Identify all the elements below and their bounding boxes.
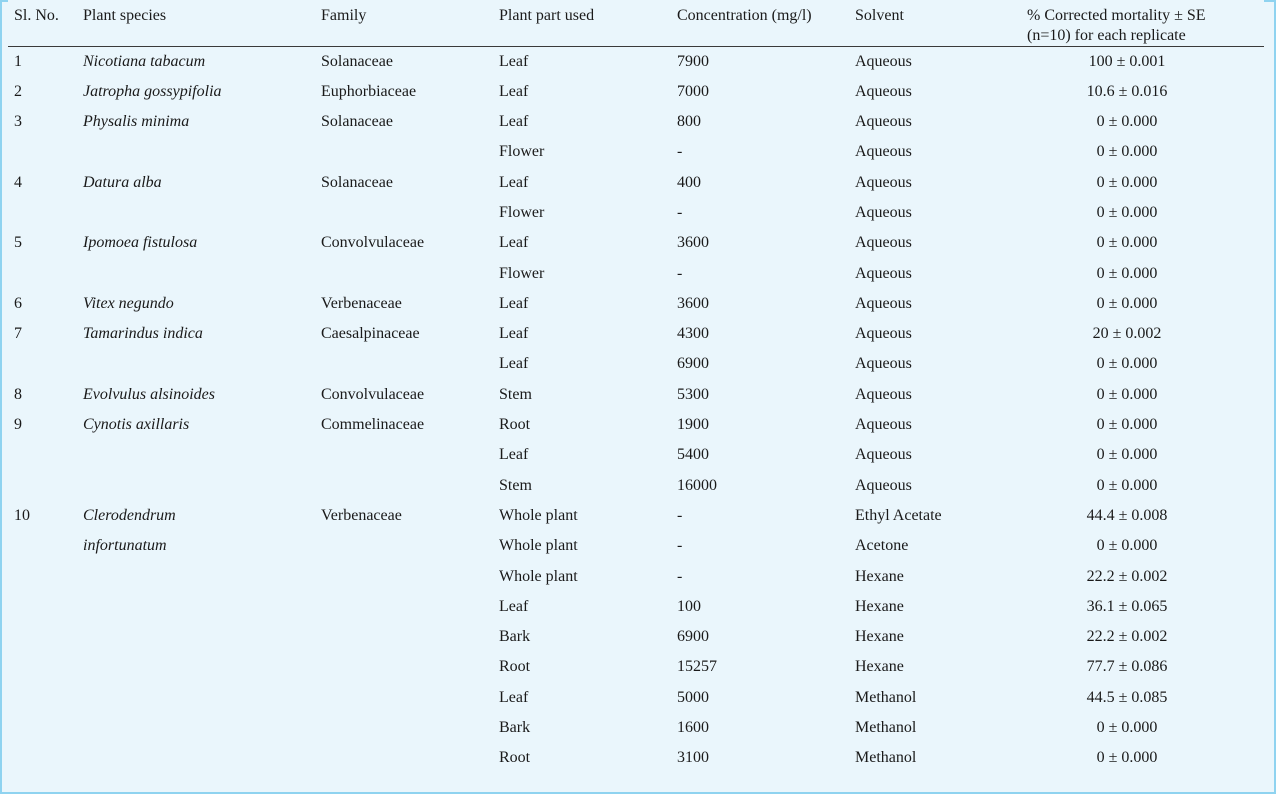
cell-family [321,440,499,470]
mortality-value: 44.4 ± 0.008 [1086,506,1168,524]
cell-concentration: 7900 [677,53,709,70]
header-mortality-line1: % Corrected mortality ± SE [1027,7,1206,24]
cell-solvent: Aqueous [855,113,912,131]
table-row [8,289,1264,319]
cell-mortality [1027,107,1264,137]
cell-concentration: 7000 [677,82,709,100]
cell-plant-part: Whole plant [499,506,578,524]
cell-sl-no: 4 [14,173,22,191]
cell-solvent: Aqueous [855,82,912,100]
cell-family [321,713,499,743]
cell-sl-no [8,531,83,561]
cell-plant-part: Leaf [499,113,529,131]
cell-sl-no [8,137,83,167]
table-row [8,743,1264,773]
table-row [8,622,1264,652]
mortality-value: 0 ± 0.000 [1096,294,1158,312]
cell-concentration: - [677,203,683,221]
mortality-value: 0 ± 0.000 [1096,749,1158,767]
cell-family [321,743,499,773]
cell-solvent: Aqueous [855,234,912,252]
mortality-value: 0 ± 0.000 [1096,416,1158,434]
cell-family: Solanaceae [321,113,393,131]
cell-plant-part: Flower [499,203,545,221]
cell-plant-part: Leaf [499,355,529,373]
cell-plant-species [83,440,321,470]
cell-family [321,198,499,228]
table-row [8,592,1264,622]
cell-mortality [1027,380,1264,410]
cell-sl-no [8,743,83,773]
cell-plant-part: Stem [499,385,532,403]
table-row [8,471,1264,501]
cell-family: Convolvulaceae [321,385,425,403]
cell-solvent: Aqueous [855,53,912,70]
cell-plant-species: Nicotiana tabacum [83,53,206,70]
cell-sl-no: 3 [14,113,22,131]
cell-plant-part: Leaf [499,688,529,706]
cell-plant-species: Datura alba [83,173,162,191]
mortality-value: 0 ± 0.000 [1096,719,1158,737]
mortality-value: 20 ± 0.002 [1092,325,1162,343]
cell-plant-species [83,198,321,228]
cell-plant-species: Ipomoea fistulosa [83,234,198,252]
cell-solvent: Aqueous [855,325,912,343]
mortality-value: 22.2 ± 0.002 [1086,628,1168,646]
cell-solvent: Methanol [855,749,917,767]
cell-plant-species [83,349,321,379]
cell-family [321,137,499,167]
cell-sl-no [8,622,83,652]
cell-sl-no [8,349,83,379]
cell-plant-part: Root [499,658,531,676]
cell-plant-species: Cynotis axillaris [83,416,190,434]
cell-concentration: 1900 [677,416,709,434]
cell-family: Euphorbiaceae [321,82,417,100]
cell-solvent: Acetone [855,537,909,555]
cell-plant-part: Leaf [499,234,529,252]
cell-plant-species: Jatropha gossypifolia [83,82,222,100]
cell-mortality [1027,562,1264,592]
cell-concentration: - [677,264,683,282]
cell-plant-part: Stem [499,476,532,494]
cell-sl-no: 6 [14,294,22,312]
cell-plant-species [83,713,321,743]
cell-sl-no [8,198,83,228]
cell-solvent: Hexane [855,628,904,646]
cell-sl-no: 7 [14,325,22,343]
table-row [8,259,1264,289]
cell-sl-no [8,259,83,289]
cell-sl-no: 2 [14,82,22,100]
cell-family [321,259,499,289]
cell-family [321,652,499,682]
cell-solvent: Aqueous [855,173,912,191]
cell-plant-species [83,259,321,289]
cell-concentration: - [677,567,683,585]
cell-solvent: Hexane [855,658,904,676]
header-mortality-line2: (n=10) for each replicate [1027,27,1186,44]
cell-plant-species: infortunatum [83,537,167,555]
mortality-value: 22.2 ± 0.002 [1086,567,1168,585]
mortality-value: 100 ± 0.001 [1088,53,1166,70]
mortality-value: 0 ± 0.000 [1096,264,1158,282]
cell-plant-species [83,137,321,167]
table-row [8,77,1264,107]
header-family: Family [321,0,499,47]
cell-concentration: 3100 [677,749,709,767]
cell-solvent: Aqueous [855,143,912,161]
table-row [8,107,1264,137]
cell-solvent: Aqueous [855,476,912,494]
cell-sl-no: 8 [14,385,22,403]
cell-plant-part: Leaf [499,294,529,312]
mortality-value: 0 ± 0.000 [1096,355,1158,373]
cell-sl-no [8,562,83,592]
cell-concentration: - [677,537,683,555]
cell-solvent: Hexane [855,567,904,585]
table-row [8,47,1264,77]
cell-plant-part: Whole plant [499,537,578,555]
cell-family [321,622,499,652]
cell-concentration: 100 [677,597,701,615]
mortality-value: 0 ± 0.000 [1096,234,1158,252]
cell-concentration: 16000 [677,476,717,494]
cell-sl-no [8,440,83,470]
cell-solvent: Methanol [855,688,917,706]
cell-mortality [1027,501,1264,531]
cell-plant-part: Leaf [499,173,529,191]
cell-plant-part: Leaf [499,325,529,343]
cell-solvent: Aqueous [855,264,912,282]
cell-plant-species: Physalis minima [83,113,190,131]
table-row [8,349,1264,379]
cell-plant-part: Root [499,749,531,767]
cell-plant-part: Bark [499,719,531,737]
cell-mortality [1027,168,1264,198]
mortality-value: 0 ± 0.000 [1096,446,1158,464]
cell-plant-species: Vitex negundo [83,294,174,312]
cell-mortality [1027,683,1264,713]
header-concentration: Concentration (mg/l) [677,0,855,47]
table-row [8,380,1264,410]
cell-mortality [1027,713,1264,743]
cell-mortality [1027,198,1264,228]
table-row [8,137,1264,167]
cell-plant-species: Tamarindus indica [83,325,203,343]
cell-solvent: Aqueous [855,385,912,403]
cell-family [321,592,499,622]
cell-mortality [1027,652,1264,682]
cell-plant-part: Leaf [499,446,529,464]
cell-plant-part: Flower [499,264,545,282]
cell-concentration: 5400 [677,446,709,464]
cell-mortality [1027,410,1264,440]
cell-sl-no [8,683,83,713]
cell-sl-no [8,713,83,743]
table-row [8,683,1264,713]
table-row [8,531,1264,561]
cell-sl-no [8,471,83,501]
cell-plant-part: Leaf [499,53,529,70]
cell-mortality [1027,440,1264,470]
cell-mortality [1027,743,1264,773]
cell-plant-part: Flower [499,143,545,161]
table-row [8,713,1264,743]
cell-concentration: 5300 [677,385,709,403]
cell-concentration: 15257 [677,658,717,676]
cell-family [321,531,499,561]
cell-family: Solanaceae [321,173,393,191]
cell-mortality [1027,349,1264,379]
cell-family [321,683,499,713]
cell-plant-species [83,592,321,622]
cell-solvent: Ethyl Acetate [855,506,942,524]
cell-family: Commelinaceae [321,416,425,434]
table-body [8,47,1264,774]
cell-plant-species [83,743,321,773]
plant-mortality-table [8,0,1264,774]
table-row [8,319,1264,349]
cell-concentration: 1600 [677,719,709,737]
cell-mortality [1027,471,1264,501]
cell-sl-no [8,652,83,682]
cell-concentration: 4300 [677,325,709,343]
cell-solvent: Aqueous [855,416,912,434]
mortality-value: 0 ± 0.000 [1096,476,1158,494]
cell-concentration: - [677,506,683,524]
mortality-value: 77.7 ± 0.086 [1086,658,1168,676]
mortality-value: 0 ± 0.000 [1096,173,1158,191]
mortality-value: 0 ± 0.000 [1096,203,1158,221]
cell-concentration: 400 [677,173,701,191]
cell-family: Verbenaceae [321,506,402,524]
cell-mortality [1027,289,1264,319]
cell-plant-species: Evolvulus alsinoides [83,385,215,403]
header-solvent: Solvent [855,0,1027,47]
cell-family: Solanaceae [321,53,393,70]
cell-family: Convolvulaceae [321,234,425,252]
cell-plant-species: Clerodendrum [83,506,176,524]
cell-concentration: 6900 [677,355,709,373]
cell-solvent: Hexane [855,597,904,615]
table-row [8,562,1264,592]
mortality-value: 36.1 ± 0.065 [1086,597,1168,615]
cell-plant-species [83,652,321,682]
table-row [8,168,1264,198]
cell-plant-part: Leaf [499,82,529,100]
cell-plant-species [83,622,321,652]
cell-mortality [1027,47,1264,77]
cell-concentration: 5000 [677,688,709,706]
cell-sl-no [8,592,83,622]
mortality-value: 44.5 ± 0.085 [1086,688,1168,706]
table-row [8,440,1264,470]
cell-family: Caesalpinaceae [321,325,420,343]
cell-plant-part: Root [499,416,531,434]
cell-mortality [1027,77,1264,107]
cell-concentration: 3600 [677,234,709,252]
cell-mortality [1027,228,1264,258]
cell-concentration: 800 [677,113,701,131]
cell-plant-part: Leaf [499,597,529,615]
cell-concentration: 6900 [677,628,709,646]
mortality-value: 0 ± 0.000 [1096,143,1158,161]
cell-plant-species [83,471,321,501]
cell-family [321,349,499,379]
cell-solvent: Aqueous [855,446,912,464]
header-plant-species: Plant species [83,0,321,47]
cell-sl-no: 1 [14,53,22,70]
cell-plant-part: Whole plant [499,567,578,585]
table-row [8,410,1264,440]
cell-solvent: Methanol [855,719,917,737]
cell-sl-no: 10 [14,506,30,524]
cell-mortality [1027,622,1264,652]
cell-plant-species [83,562,321,592]
table-row [8,652,1264,682]
mortality-value: 0 ± 0.000 [1096,537,1158,555]
cell-family: Verbenaceae [321,294,402,312]
table-row [8,228,1264,258]
cell-mortality [1027,531,1264,561]
mortality-value: 0 ± 0.000 [1096,113,1158,131]
cell-family [321,562,499,592]
cell-solvent: Aqueous [855,294,912,312]
cell-sl-no: 9 [14,416,22,434]
cell-mortality [1027,592,1264,622]
cell-concentration: - [677,143,683,161]
mortality-value: 0 ± 0.000 [1096,385,1158,403]
header-plant-part: Plant part used [499,0,677,47]
table-row [8,198,1264,228]
cell-mortality [1027,259,1264,289]
cell-plant-part: Bark [499,628,531,646]
table-row [8,501,1264,531]
cell-mortality [1027,137,1264,167]
cell-mortality [1027,319,1264,349]
cell-concentration: 3600 [677,294,709,312]
cell-sl-no: 5 [14,234,22,252]
header-sl-no: Sl. No. [8,0,83,47]
cell-plant-species [83,683,321,713]
header-row [8,0,1264,47]
cell-solvent: Aqueous [855,203,912,221]
header-mortality [1027,0,1264,47]
cell-solvent: Aqueous [855,355,912,373]
cell-family [321,471,499,501]
mortality-value: 10.6 ± 0.016 [1086,82,1168,100]
